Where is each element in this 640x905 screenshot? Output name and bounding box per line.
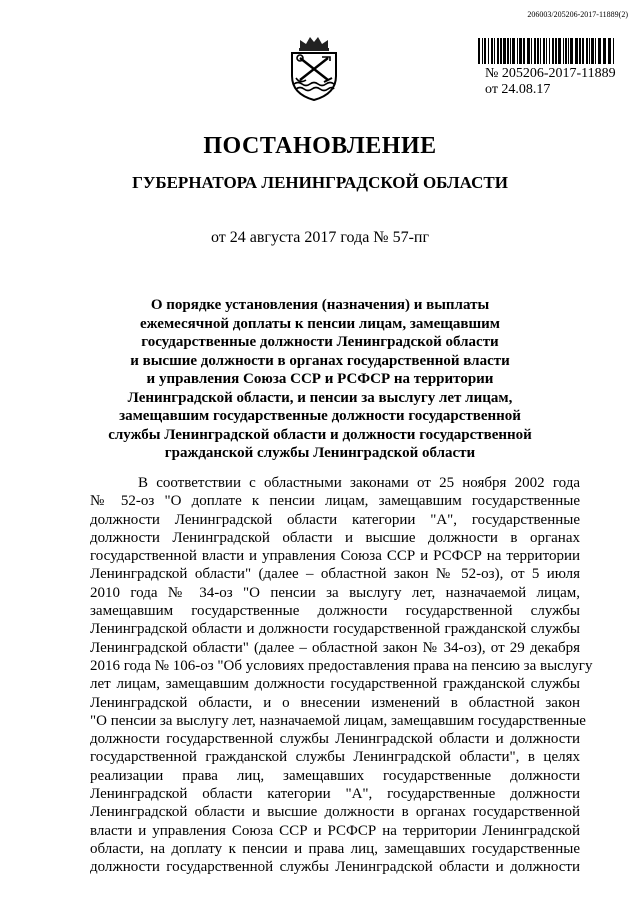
document-body xyxy=(90,474,593,877)
body-line: должности Ленинградской области и высшие должности в органах xyxy=(90,529,580,546)
title-line: гражданской службы Ленинградской области xyxy=(164,445,476,461)
body-line: реализации права лиц, замещавших государственные должности xyxy=(90,767,580,784)
body-line: должности государственной службы Ленинградской области и должности xyxy=(90,859,580,876)
title-line: О порядке установления (назначения) и выплаты xyxy=(150,297,490,313)
document-issuer: ГУБЕРНАТОРА ЛЕНИНГРАДСКОЙ ОБЛАСТИ xyxy=(132,173,508,192)
body-line: № 52-оз "О доплате к пенсии лицам, замещавшим государственные xyxy=(90,493,580,510)
title-line: и высшие должности в органах государственной власти xyxy=(130,352,510,369)
registration-date: от 24.08.17 xyxy=(485,82,551,97)
body-line: 2016 года № 106-оз "Об условиях предоставления права на пенсию за выслугу xyxy=(90,657,593,674)
title-line: и управления Союза ССР и РСФСР на территории xyxy=(146,371,494,387)
document-type-heading: ПОСТАНОВЛЕНИЕ xyxy=(203,133,437,159)
body-line: "О пенсии за выслугу лет, назначаемой лицам, замещавшим государственные xyxy=(90,712,586,729)
body-line: Ленинградской области категории "А", государственные должности xyxy=(90,786,580,803)
body-line: В соответствии с областными законами от 25 ноября 2002 года xyxy=(138,475,580,491)
title-line: замещавшим государственные должности государственной xyxy=(119,408,521,424)
title-line: Ленинградской области, и пенсии за выслугу лет лицам, xyxy=(127,389,513,406)
body-line: области, на доплату к пенсии и права лиц, замещавших государственные xyxy=(90,840,580,857)
document-date-number: от 24 августа 2017 года № 57-пг xyxy=(210,229,430,246)
body-line: замещавшим государственные должности государственной службы xyxy=(90,603,580,620)
body-line: государственной гражданской службы Ленинградской области", в целях xyxy=(90,749,580,766)
corner-reference-number: 206003/205206-2017-11889(2) xyxy=(527,10,628,19)
body-line: лет лицам, замещавшим должности государственной гражданской службы xyxy=(90,676,580,693)
body-line: власти и управления Союза ССР и РСФСР на территории Ленинградской xyxy=(90,822,580,839)
body-line: должности Ленинградской области категории "А", государственные xyxy=(90,511,580,528)
document-title xyxy=(100,296,540,463)
body-line: Ленинградской области" (далее – областной закон № 52-оз), от 5 июля xyxy=(90,566,580,583)
barcode-icon xyxy=(478,38,614,64)
body-line: Ленинградской области" (далее – областной закон № 34-оз), от 29 декабря xyxy=(90,639,580,656)
body-line: Ленинградской области и должности государственной гражданской службы xyxy=(90,621,580,638)
body-line: 2010 года № 34-оз "О пенсии за выслугу лет, назначаемой лицам, xyxy=(90,584,580,601)
body-line: государственной власти и управления Союза ССР и РСФСР на территории xyxy=(90,548,580,565)
coat-of-arms-icon xyxy=(286,34,342,102)
title-line: службы Ленинградской области и должности государственной xyxy=(108,426,532,443)
title-line: ежемесячной доплаты к пенсии лицам, замещавшим xyxy=(139,315,501,332)
body-line: Ленинградской области и высшие должности в органах государственной xyxy=(90,804,580,821)
registration-number: № 205206-2017-11889 xyxy=(485,66,616,81)
body-line: Ленинградской области, и о внесении изменений в областной закон xyxy=(90,694,580,711)
title-line: государственные должности Ленинградской области xyxy=(141,334,499,350)
body-line: должности государственной службы Ленинградской области и должности xyxy=(90,731,580,748)
registration-block xyxy=(485,66,616,98)
